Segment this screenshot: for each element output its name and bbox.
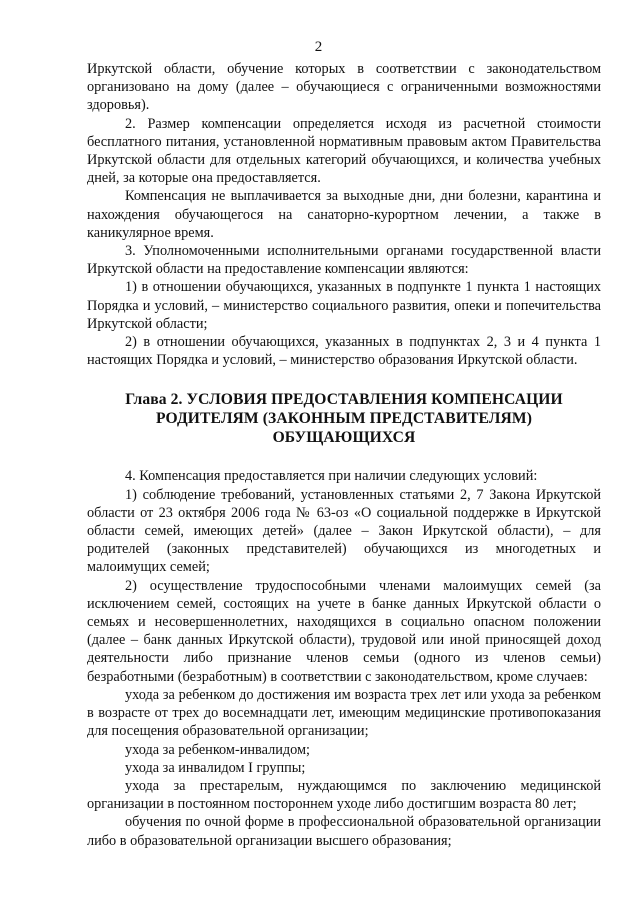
chapter-heading-line-2: РОДИТЕЛЯМ (ЗАКОННЫМ ПРЕДСТАВИТЕЛЯМ) ОБУЩАЮЩИХСЯ — [155, 410, 532, 447]
paragraph-4-item-2: 2) осуществление трудоспособными членами малоимущих семей (за исключением семей, состоящих на учете в банке данных Иркутской области о семьях и несовершеннолетних, находящихся в социально опасном положении (далее – банк данных Иркутской области), трудовой или иной приносящей доход деятельности либо признание членов семьи (одного из членов семьи) безработными (безработным) в соответствии с законодательством, кроме случаев: — [87, 577, 601, 685]
paragraph-3-item-2: 2) в отношении обучающихся, указанных в подпунктах 2, 3 и 4 пункта 1 настоящих Порядка и условий, – министерство образования Иркутской области. — [87, 334, 601, 369]
paragraph-3: 3. Уполномоченными исполнительными органами государственной власти Иркутской области на предоставление компенсации являются: — [87, 243, 601, 278]
paragraph-2: 2. Размер компенсации определяется исходя из расчетной стоимости бесплатного питания, установленной нормативным правовым актом Правительства Иркутской области для отдельных категорий обучающихся, и количества учебных дней, за которые она предоставляется. — [87, 115, 601, 187]
paragraph-2-exclusions: Компенсация не выплачивается за выходные дни, дни болезни, карантина и нахождения обучающегося на санаторно-курортном лечении, а также в каникулярное время. — [87, 188, 601, 241]
chapter-heading-line-1: Глава 2. УСЛОВИЯ ПРЕДОСТАВЛЕНИЯ КОМПЕНСАЦИИ — [125, 391, 563, 409]
document-body — [87, 60, 601, 850]
page-number: 2 — [314, 39, 323, 55]
exception-disabled-group-1: ухода за инвалидом I группы; — [125, 759, 306, 776]
exception-childcare: ухода за ребенком до достижения им возраста трех лет или ухода за ребенком в возрасте от трех до восемнадцати лет, имеющим медицинские противопоказания для посещения образовательной организации; — [87, 686, 601, 740]
exception-full-time-study: обучения по очной форме в профессиональной образовательной организации либо в образовательной организации высшего образования; — [87, 814, 601, 849]
exception-elderly-care: ухода за престарелым, нуждающимся по заключению медицинской организации в постоянном постороннем уходе либо достигшим возраста 80 лет; — [87, 777, 601, 813]
paragraph-4-item-1: 1) соблюдение требований, установленных статьями 2, 7 Закона Иркутской области от 23 октября 2006 года № 63-оз «О социальной поддержке в Иркутской области семей, имеющих детей» (далее – Закон Иркутской области), – для родителей (законных представителей) обучающихся из многодетных и малоимущих семей; — [87, 486, 601, 576]
paragraph-3-item-1: 1) в отношении обучающихся, указанных в подпункте 1 пункта 1 настоящих Порядка и условий, – министерство социального развития, опеки и попечительства Иркутской области; — [87, 279, 601, 332]
chapter-heading — [87, 390, 601, 447]
paragraph-4: 4. Компенсация предоставляется при наличии следующих условий: — [125, 468, 538, 485]
exception-disabled-child: ухода за ребенком-инвалидом; — [125, 741, 311, 758]
paragraph-continuation: Иркутской области, обучение которых в соответствии с законодательством организовано на дому (далее – обучающиеся с ограниченными возможностями здоровья). — [87, 61, 601, 114]
